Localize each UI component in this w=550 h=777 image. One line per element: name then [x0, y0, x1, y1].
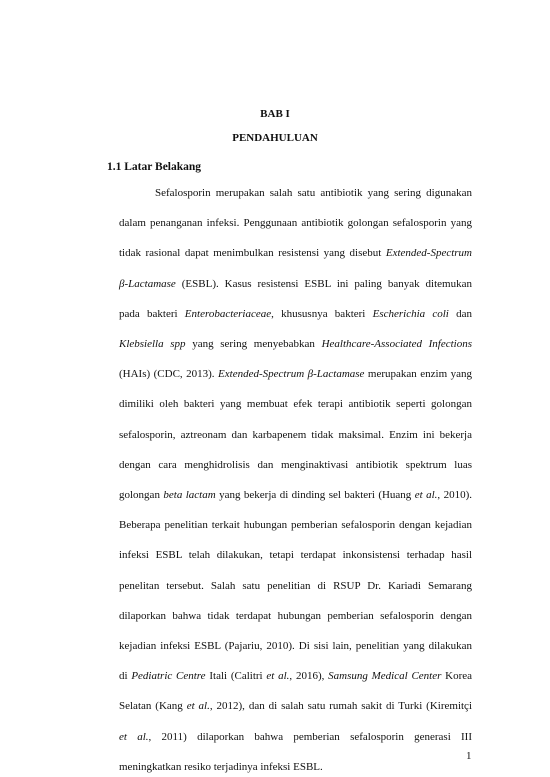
paragraph-line [119, 579, 472, 593]
text-run: infeksi ESBL telah dilakukan, tetapi terdapat inkonsistensi terhadap hasil [119, 549, 472, 562]
text-run: penelitan tersebut. Salah satu penelitian di RSUP Dr. Kariadi Semarang [119, 579, 472, 592]
text-run: Itali (Calitri [205, 670, 267, 683]
text-run: yang bekerja di dinding sel bakteri (Huang [215, 489, 415, 501]
italic-text: Samsung Medical Center [328, 670, 442, 683]
section-heading: 1.1 Latar Belakang [107, 161, 202, 173]
page-number: 1 [466, 750, 472, 762]
paragraph-line [119, 548, 472, 562]
paragraph-line [119, 639, 472, 653]
text-run: pada bakteri [119, 307, 185, 320]
paragraph-line [119, 518, 472, 532]
italic-text: beta lactam [163, 489, 216, 501]
text-run: kejadian infeksi ESBL (Pajariu, 2010). Di sisi lain, penelitian yang dilakukan [119, 640, 472, 652]
paragraph-line [119, 699, 472, 713]
paragraph-line [119, 397, 472, 411]
text-run: yang sering menyebabkan [185, 338, 322, 350]
paragraph-line [119, 337, 472, 351]
paragraph-line [119, 367, 472, 381]
italic-text: et al. [266, 670, 290, 683]
text-run: di [119, 670, 132, 683]
text-run: Selatan (Kang [119, 700, 187, 713]
italic-text: Extended-Spectrum β-Lactamase [218, 368, 365, 381]
text-run: merupakan enzim yang [364, 368, 472, 381]
text-run: , 2016), [289, 670, 329, 683]
italic-text: β-Lactamase [119, 277, 176, 290]
paragraph-line [119, 277, 472, 291]
text-run: meningkatkan resiko terjadinya infeksi ESBL. [119, 760, 323, 773]
paragraph-line [119, 609, 472, 623]
italic-text: et al. [119, 730, 149, 743]
paragraph-line [119, 307, 472, 321]
text-run: (HAIs) (CDC, 2013). [119, 368, 219, 381]
italic-text: Enterobacteriaceae [184, 307, 272, 320]
paragraph-line [119, 488, 472, 502]
text-run: (ESBL). Kasus resistensi ESBL ini paling banyak ditemukan [175, 277, 472, 290]
paragraph-line [119, 428, 472, 442]
text-run: , 2012), dan di salah satu rumah sakit di Turki (Kiremitçi [209, 700, 472, 713]
text-run: , 2011) dilaporkan bahwa pemberian sefalosporin generasi III [148, 730, 473, 743]
text-run: tidak rasional dapat menimbulkan resistensi yang disebut [119, 247, 386, 260]
paragraph-line [155, 186, 472, 200]
text-run: sefalosporin, aztreonam dan karbapenem tidak maksimal. Enzim ini bekerja [119, 428, 472, 441]
paragraph-line [119, 669, 472, 683]
italic-text: et al. [414, 489, 438, 501]
paragraph-line [119, 216, 472, 230]
chapter-label: BAB I [260, 108, 290, 120]
italic-text: Healthcare-Associated Infections [321, 338, 472, 350]
text-run: dalam penanganan infeksi. Penggunaan antibiotik golongan sefalosporin yang [119, 217, 472, 230]
text-run: , khususnya bakteri [271, 307, 373, 320]
italic-text: Klebsiella spp [119, 338, 186, 350]
text-run: Sefalosporin merupakan salah satu antibiotik yang sering digunakan [155, 187, 472, 199]
text-run: , 2010). [437, 489, 472, 501]
paragraph-line [119, 760, 472, 774]
text-run: dengan cara menghidrolisis dan menginaktivasi antibiotik spektrum luas [119, 458, 472, 471]
text-run: Korea [441, 670, 473, 683]
paragraph-line [119, 730, 472, 744]
italic-text: Pediatric Centre [131, 670, 206, 683]
text-run: Beberapa penelitian terkait hubungan pemberian sefalosporin dengan kejadian [119, 519, 472, 532]
paragraph-line [119, 246, 472, 260]
text-run: dilaporkan bahwa tidak terdapat hubungan pemberian sefalosporin dengan [119, 609, 472, 622]
italic-text: Extended-Spectrum [385, 247, 472, 260]
text-run: dimiliki oleh bakteri yang membuat efek terapi antibiotik seperti golongan [119, 398, 472, 411]
text-run: golongan [119, 489, 164, 501]
italic-text: et al. [186, 700, 210, 713]
text-run: dan [448, 307, 472, 320]
chapter-title: PENDAHULUAN [232, 132, 318, 144]
italic-text: Escherichia coli [372, 307, 449, 320]
paragraph-line [119, 458, 472, 472]
